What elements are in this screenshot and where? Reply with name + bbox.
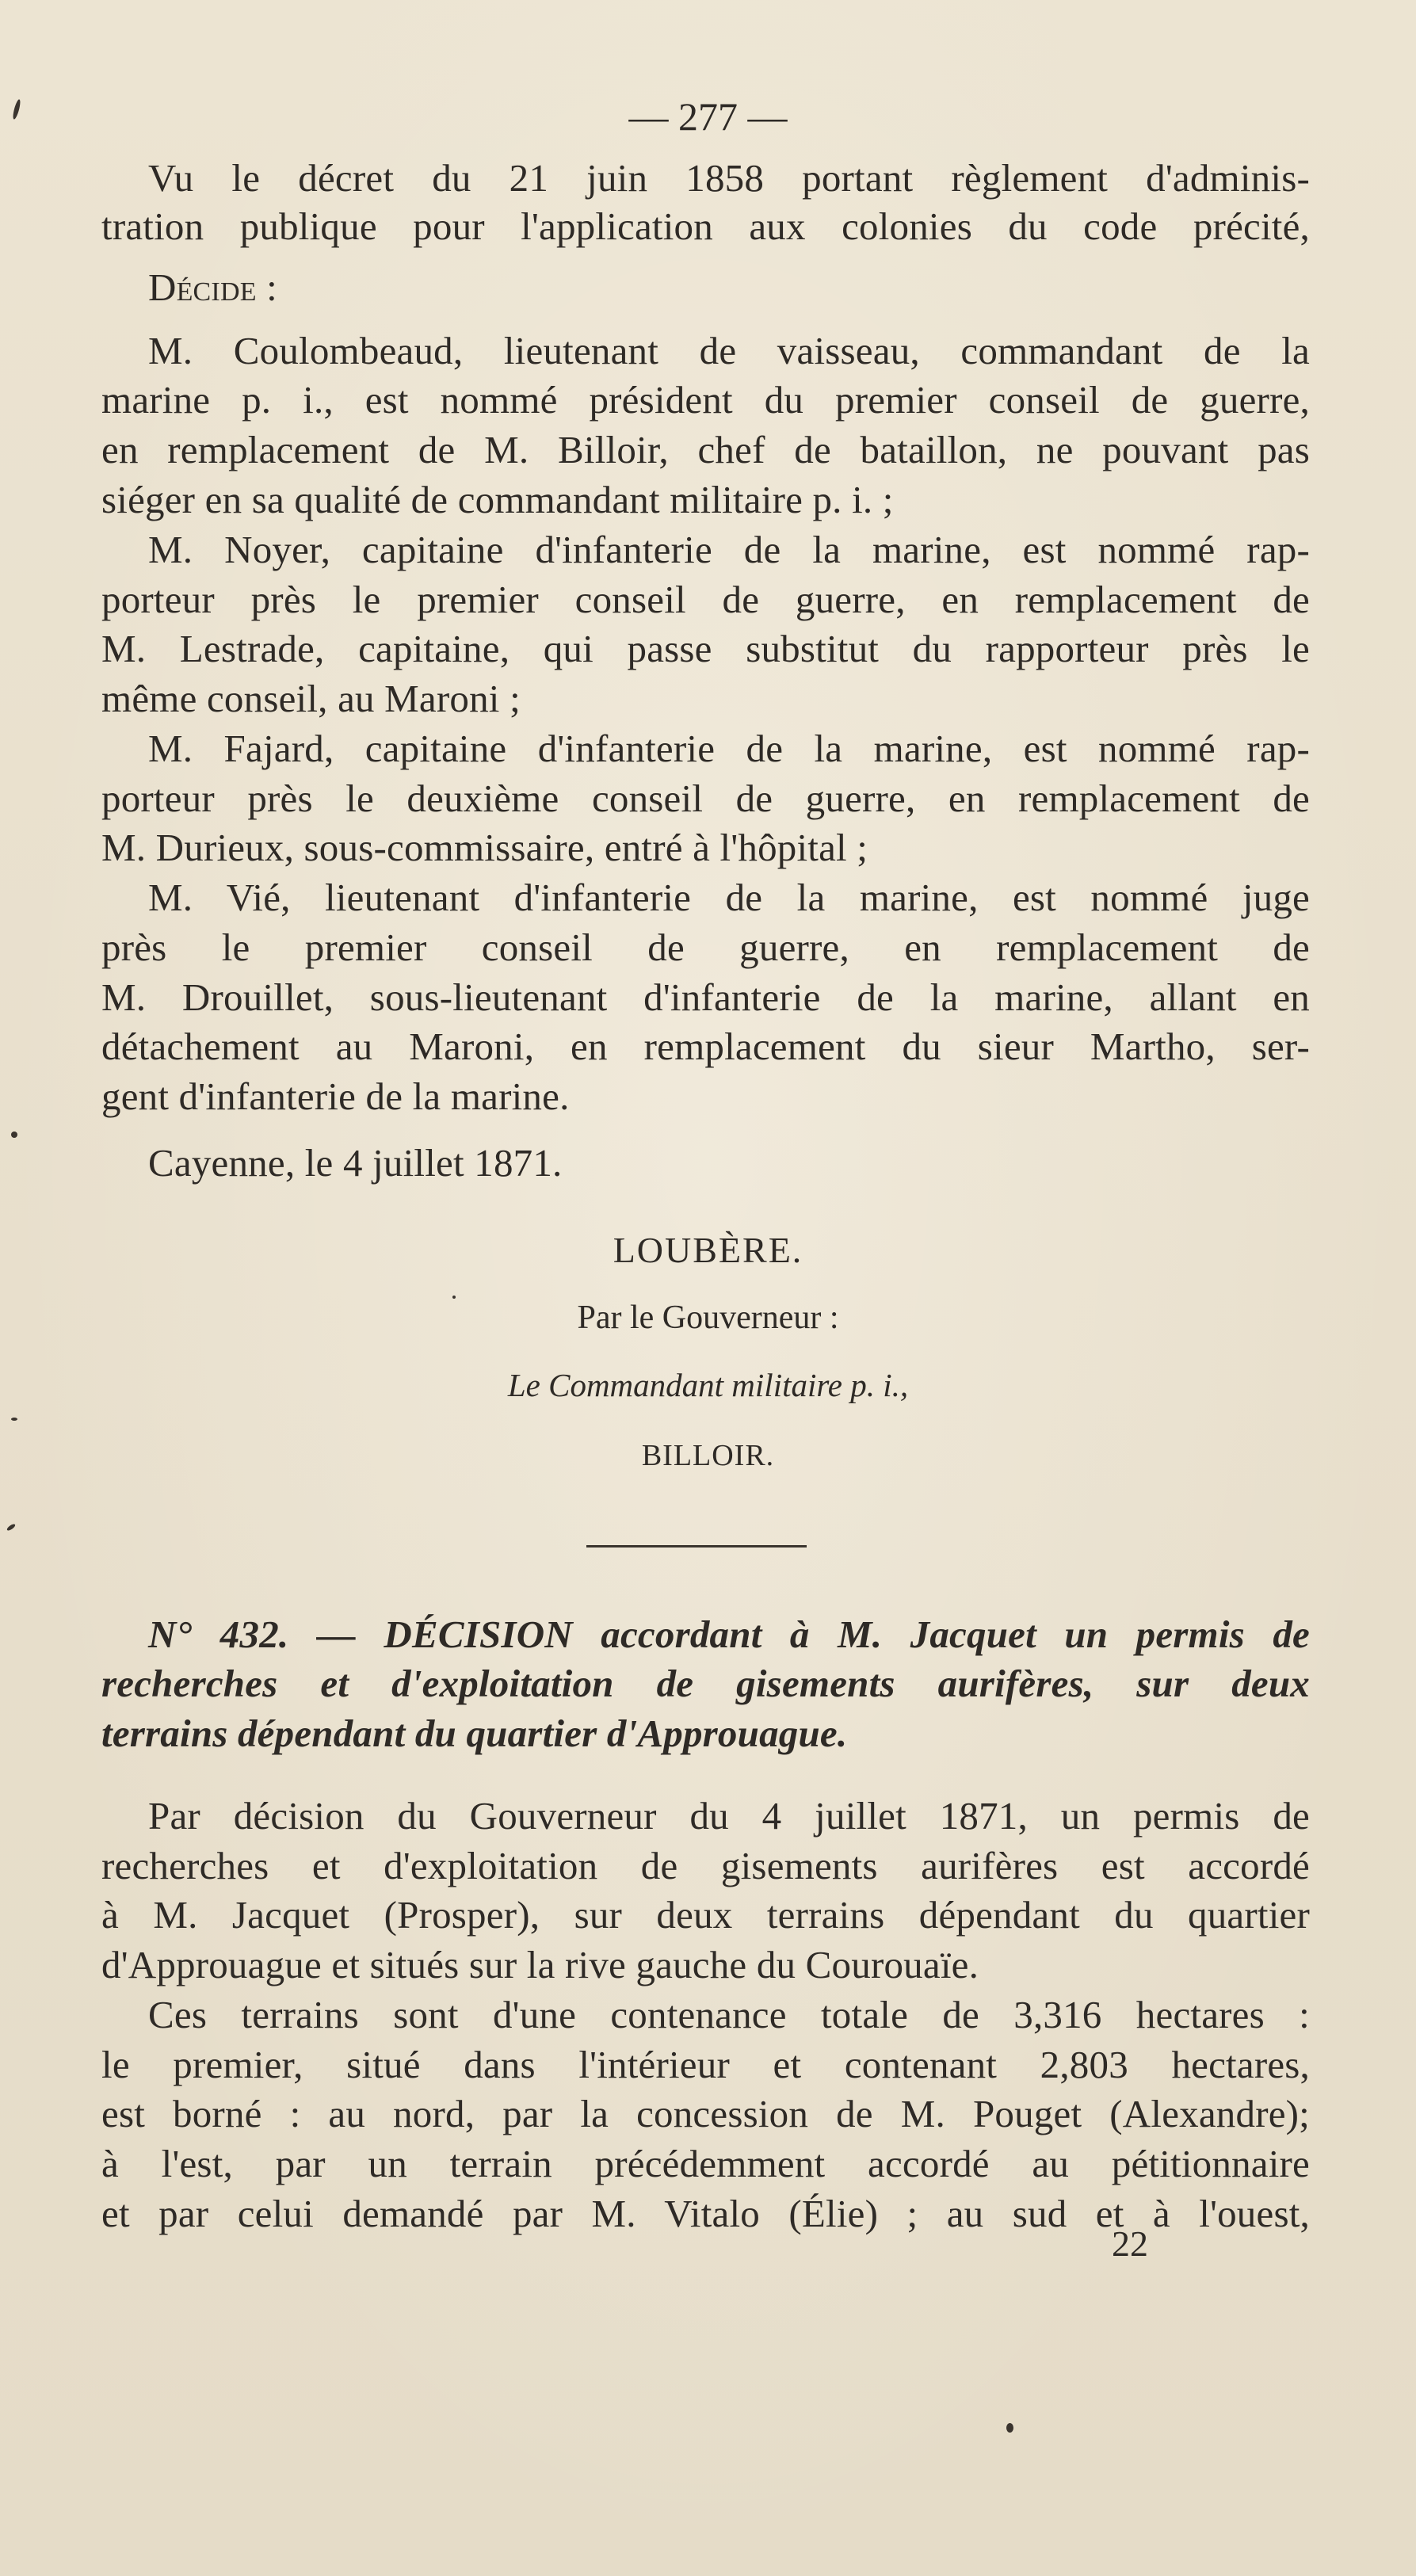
text-line: à l'est, par un terrain précédemment accordé au pétitionnaire — [101, 2142, 1310, 2185]
text-line: porteur près le premier conseil de guerre, en remplacement de — [101, 578, 1310, 621]
text-line: M. Vié, lieutenant d'infanterie de la marine, est nommé juge — [148, 876, 1310, 919]
decision-heading-line: recherches et d'exploitation de gisements aurifères, sur deux — [101, 1662, 1310, 1705]
text-line: Ces terrains sont d'une contenance totale de 3,316 hectares : — [148, 1993, 1310, 2036]
signature-mark: 22 — [1112, 2223, 1148, 2264]
text-line: et par celui demandé par M. Vitalo (Élie) ; au sud et à l'ouest, — [101, 2192, 1310, 2235]
decision-heading-line: terrains dépendant du quartier d'Approuague. — [101, 1712, 848, 1755]
text-line: Par décision du Gouverneur du 4 juillet 1871, un permis de — [148, 1794, 1310, 1838]
decision-heading-line — [148, 1611, 1310, 1658]
section-divider — [586, 1545, 807, 1548]
margin-mark — [6, 1523, 17, 1532]
text-line: M. Lestrade, capitaine, qui passe substitut du rapporteur près le — [101, 627, 1310, 670]
text-line: M. Noyer, capitaine d'infanterie de la marine, est nommé rap- — [148, 528, 1310, 571]
dateline: Cayenne, le 4 juillet 1871. — [148, 1141, 563, 1185]
text-line: recherches et d'exploitation de gisements aurifères est accordé — [101, 1844, 1310, 1887]
text-line: même conseil, au Maroni ; — [101, 677, 521, 720]
signatory-name: LOUBÈRE. — [613, 1230, 803, 1270]
ink-speck — [1006, 2423, 1013, 2433]
decide-label: Décide : — [148, 265, 277, 309]
text-line: tration publique pour l'application aux colonies du code précité, — [101, 204, 1310, 248]
text-line: gent d'infanterie de la marine. — [101, 1074, 570, 1118]
text-line: porteur près le deuxième conseil de guerre, en remplacement de — [101, 777, 1310, 820]
text-line: près le premier conseil de guerre, en remplacement de — [101, 925, 1310, 969]
text-line: M. Fajard, capitaine d'infanterie de la marine, est nommé rap- — [148, 727, 1310, 770]
signatory-by: Par le Gouverneur : — [577, 1299, 839, 1336]
text-line: le premier, situé dans l'intérieur et contenant 2,803 hectares, — [101, 2043, 1310, 2086]
text-line: à M. Jacquet (Prosper), sur deux terrains dépendant du quartier — [101, 1893, 1310, 1937]
text-line: détachement au Maroni, en remplacement du sieur Martho, ser- — [101, 1025, 1310, 1068]
text-line: d'Approuague et situés sur la rive gauche du Courouaïe. — [101, 1943, 979, 1986]
text-line: est borné : au nord, par la concession de M. Pouget (Alexandre); — [101, 2092, 1310, 2135]
text-line: en remplacement de M. Billoir, chef de bataillon, ne pouvant pas — [101, 428, 1310, 471]
text-line: M. Durieux, sous-commissaire, entré à l'hôpital ; — [101, 826, 868, 869]
margin-mark — [11, 1418, 17, 1421]
text-line: marine p. i., est nommé président du premier conseil de guerre, — [101, 378, 1310, 422]
margin-mark — [11, 1132, 17, 1138]
ink-speck — [452, 1296, 456, 1299]
signatory-title: Le Commandant militaire p. i., — [507, 1367, 909, 1403]
signatory-countersign: BILLOIR. — [641, 1439, 775, 1472]
text-line: Vu le décret du 21 juin 1858 portant règlement d'adminis- — [148, 156, 1310, 200]
text-line: M. Coulombeaud, lieutenant de vaisseau, commandant de la — [148, 329, 1310, 372]
text-line: M. Drouillet, sous-lieutenant d'infanterie de la marine, allant en — [101, 975, 1310, 1019]
text-line: siéger en sa qualité de commandant militaire p. i. ; — [101, 478, 894, 521]
page-number: — 277 — — [628, 94, 788, 139]
decision-heading-text: N° 432. — DÉCISION accordant à M. Jacquet un permis de — [148, 1612, 1310, 1656]
